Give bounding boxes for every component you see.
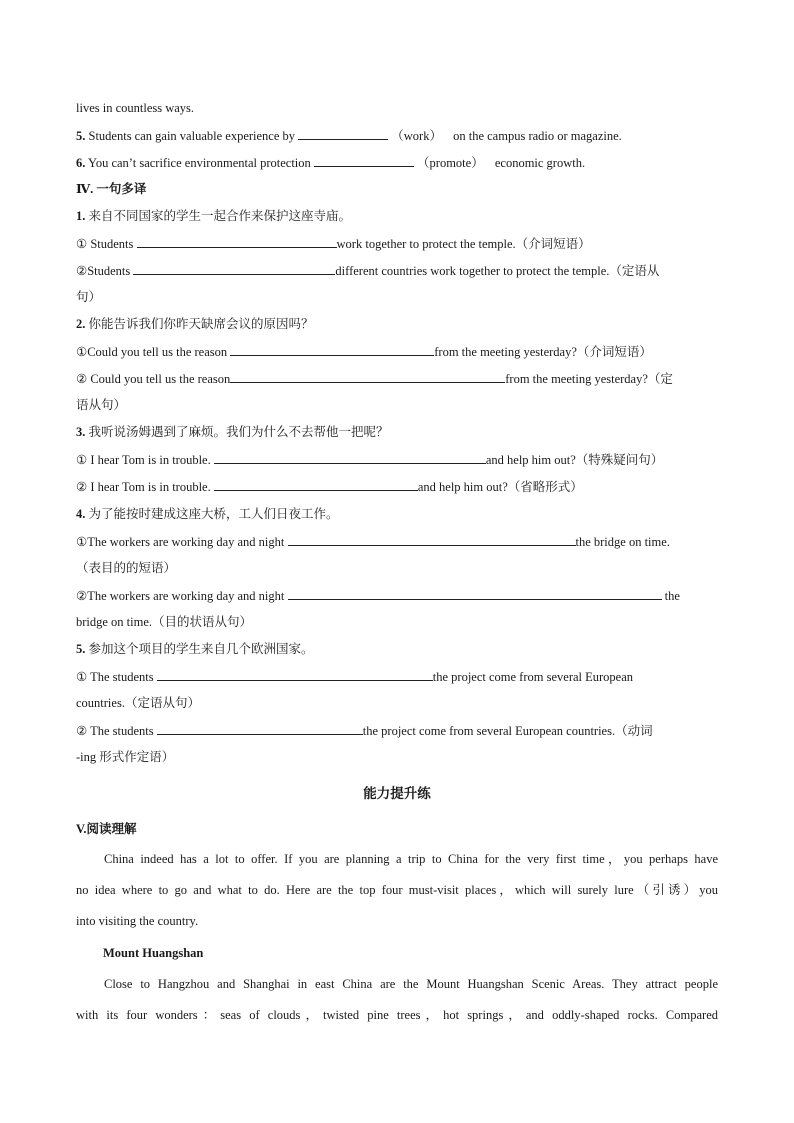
chinese-prompt: 我听说汤姆遇到了麻烦。我们为什么不去帮他一把呢？	[88, 425, 389, 439]
answer-lead: ② The students	[76, 724, 154, 738]
chinese-prompt: 你能告诉我们你昨天缺席会议的原因吗？	[88, 317, 314, 331]
answer-lead: ①The workers are working day and night	[76, 535, 285, 549]
passage-line: Close to Hangzhou and Shanghai in east China are the Mount Huangshan Scenic Areas. They attract people	[104, 977, 718, 991]
question-number: 6.	[76, 156, 86, 170]
item-5-answer-b	[76, 722, 653, 739]
item-4-answer-a-cont: （表目的的短语）	[76, 561, 177, 575]
item-2-prompt	[76, 316, 314, 332]
answer-blank[interactable]	[230, 370, 505, 383]
answer-tail: from the meeting yesterday?（介词短语）	[434, 345, 652, 359]
answer-blank[interactable]	[298, 127, 388, 140]
item-4-prompt	[76, 506, 339, 522]
answer-tail: work together to protect the temple.（介词短语）	[336, 237, 591, 251]
question-5	[76, 127, 622, 144]
item-3-answer-b	[76, 478, 583, 495]
answer-tail: the	[664, 589, 680, 603]
item-1-prompt	[76, 208, 351, 224]
item-5-prompt	[76, 641, 314, 657]
item-3-prompt	[76, 424, 389, 440]
question-6	[76, 154, 585, 171]
answer-tail: the bridge on time.	[575, 535, 670, 549]
answer-blank[interactable]	[133, 262, 335, 275]
item-2-answer-a	[76, 343, 652, 360]
passage-line: with its four wonders：seas of clouds，twisted pine trees，hot springs，and oddly-shaped rocks. Compared	[76, 1008, 718, 1022]
text-span: lives in countless ways.	[76, 101, 195, 115]
section-5-title: V.阅读理解	[76, 822, 137, 836]
item-number: 2.	[76, 317, 86, 331]
item-5-answer-b-cont: -ing 形式作定语）	[76, 750, 175, 764]
passage-line: into visiting the country.	[76, 914, 199, 928]
answer-tail: different countries work together to protect the temple.（定语从	[335, 264, 660, 278]
passage-line: China indeed has a lot to offer. If you are planning a trip to China for the very first time，you perhaps have	[104, 852, 718, 866]
question-text: You can’t sacrifice environmental protection	[88, 156, 311, 170]
answer-tail: and help him out?（省略形式）	[417, 480, 583, 494]
hint-word: （work）	[391, 129, 442, 143]
item-5-answer-a-cont: countries.（定语从句）	[76, 696, 200, 710]
answer-blank[interactable]	[157, 668, 433, 681]
answer-blank[interactable]	[288, 533, 576, 546]
answer-lead: ①Could you tell us the reason	[76, 345, 228, 359]
question-number: 5.	[76, 129, 86, 143]
chinese-prompt: 参加这个项目的学生来自几个欧洲国家。	[88, 642, 314, 656]
answer-blank[interactable]	[157, 722, 363, 735]
item-4-answer-b-cont: bridge on time.（目的状语从句）	[76, 615, 253, 629]
answer-blank[interactable]	[288, 587, 662, 600]
answer-lead: ① The students	[76, 670, 154, 684]
item-4-answer-a	[76, 533, 670, 550]
item-number: 3.	[76, 425, 86, 439]
chinese-prompt: 为了能按时建成这座大桥，工人们日夜工作。	[88, 507, 339, 521]
question-text: on the campus radio or magazine.	[453, 129, 622, 143]
answer-lead: ②The workers are working day and night	[76, 589, 285, 603]
answer-blank[interactable]	[214, 478, 418, 491]
question-text: economic growth.	[494, 156, 586, 170]
chinese-prompt: 来自不同国家的学生一起合作来保护这座寺庙。	[88, 209, 352, 223]
item-4-answer-b	[76, 587, 680, 604]
answer-blank[interactable]	[214, 451, 486, 464]
item-number: 4.	[76, 507, 86, 521]
section-heading-ability: 能力提升练	[363, 786, 431, 801]
passage-subheading: Mount Huangshan	[103, 946, 204, 960]
item-number: 5.	[76, 642, 86, 656]
item-2-answer-b	[76, 370, 673, 387]
answer-tail: the project come from several European	[432, 670, 634, 684]
answer-tail: the project come from several European countries.（动词	[362, 724, 653, 738]
hint-word: （promote）	[417, 156, 484, 170]
item-1-answer-a	[76, 235, 591, 252]
section-4-title: Ⅳ. 一句多译	[76, 182, 147, 196]
answer-blank[interactable]	[137, 235, 337, 248]
answer-tail: from the meeting yesterday?（定	[505, 372, 673, 386]
answer-tail: and help him out?（特殊疑问句）	[485, 453, 664, 467]
answer-lead: ②Students	[76, 264, 131, 278]
item-2-answer-b-cont: 语从句）	[76, 398, 127, 412]
item-1-answer-b-cont: 句）	[76, 290, 102, 304]
item-5-answer-a	[76, 668, 633, 685]
answer-lead: ① I hear Tom is in trouble.	[76, 453, 211, 467]
answer-lead: ② I hear Tom is in trouble.	[76, 480, 211, 494]
passage-line: no idea where to go and what to do. Here are the top four must-visit places，which will surely lure（引诱）you	[76, 883, 718, 897]
item-3-answer-a	[76, 451, 663, 468]
question-text: Students can gain valuable experience by	[88, 129, 296, 143]
answer-blank[interactable]	[314, 154, 414, 167]
item-1-answer-b	[76, 262, 659, 279]
answer-lead: ① Students	[76, 237, 134, 251]
text-line	[76, 100, 194, 116]
answer-lead: ② Could you tell us the reason	[76, 372, 231, 386]
answer-blank[interactable]	[230, 343, 434, 356]
item-number: 1.	[76, 209, 86, 223]
